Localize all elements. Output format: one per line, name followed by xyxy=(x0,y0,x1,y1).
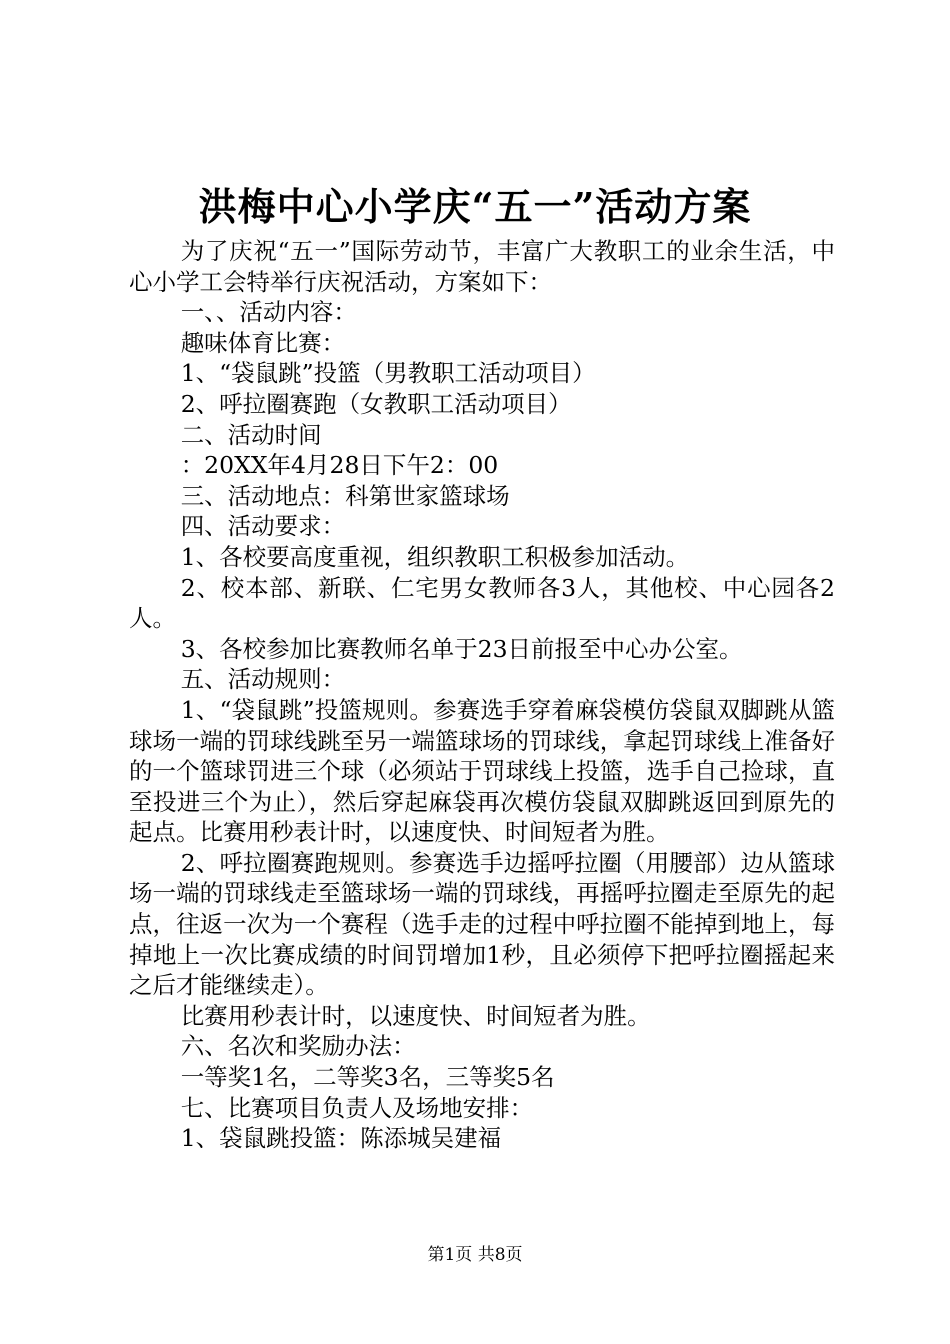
paragraph: 四、活动要求： xyxy=(180,512,346,541)
paragraph: 比赛用秒表计时，以速度快、时间短者为胜。 xyxy=(180,1001,651,1030)
paragraph: 1、各校要高度重视，组织教职工积极参加活动。 xyxy=(180,542,690,571)
paragraph: 2、呼拉圈赛跑（女教职工活动项目） xyxy=(180,389,572,418)
paragraph: 二、活动时间 xyxy=(180,420,322,449)
paragraph: 2、校本部、新联、仁宅男女教师各3人，其他校、中心园各2人。 xyxy=(129,573,835,633)
page-footer: 第1页 共8页 xyxy=(427,1245,523,1265)
paragraph: 1、“袋鼠跳”投篮规则。参赛选手穿着麻袋模仿袋鼠双脚跳从篮球场一端的罚球线跳至另一端篮球场的罚球线，拿起罚球线上准备好的一个篮球罚进三个球（必须站于罚球线上投篮，选手自己捡球，直至投进三个为止），然后穿起麻袋再次模仿袋鼠双脚跳返回到原先的起点。比赛用秒表计时，以速度快、时间短者为胜。 xyxy=(129,695,835,847)
paragraph: 趣味体育比赛： xyxy=(180,328,346,357)
paragraph: 三、活动地点：科第世家篮球场 xyxy=(180,481,510,510)
document-title: 洪梅中心小学庆“五一”活动方案 xyxy=(198,184,752,229)
paragraph: 一等奖1名，二等奖3名，三等奖5名 xyxy=(180,1063,555,1092)
paragraph: 1、“袋鼠跳”投篮（男教职工活动项目） xyxy=(180,359,596,388)
paragraph: 五、活动规则： xyxy=(180,665,346,694)
paragraph: 七、比赛项目负责人及场地安排： xyxy=(180,1093,534,1122)
paragraph: 3、各校参加比赛教师名单于23日前报至中心办公室。 xyxy=(180,634,743,663)
paragraph: 2、呼拉圈赛跑规则。参赛选手边摇呼拉圈（用腰部）边从篮球场一端的罚球线走至篮球场一端的罚球线，再摇呼拉圈走至原先的起点，往返一次为一个赛程（选手走的过程中呼拉圈不能掉到地上，每掉地上一次比赛成绩的时间罚增加1秒，且必须停下把呼拉圈摇起来之后才能继续走）。 xyxy=(129,848,835,1000)
paragraph: 1、袋鼠跳投篮：陈添城吴建福 xyxy=(180,1124,502,1153)
paragraph: 一、、活动内容： xyxy=(180,298,357,327)
paragraph: ：20XX年4月28日下午2：00 xyxy=(180,451,499,480)
paragraph: 为了庆祝“五一”国际劳动节，丰富广大教职工的业余生活，中心小学工会特举行庆祝活动，方案如下： xyxy=(129,237,835,296)
paragraph: 六、名次和奖励办法： xyxy=(180,1032,416,1061)
document-body xyxy=(129,236,835,1154)
